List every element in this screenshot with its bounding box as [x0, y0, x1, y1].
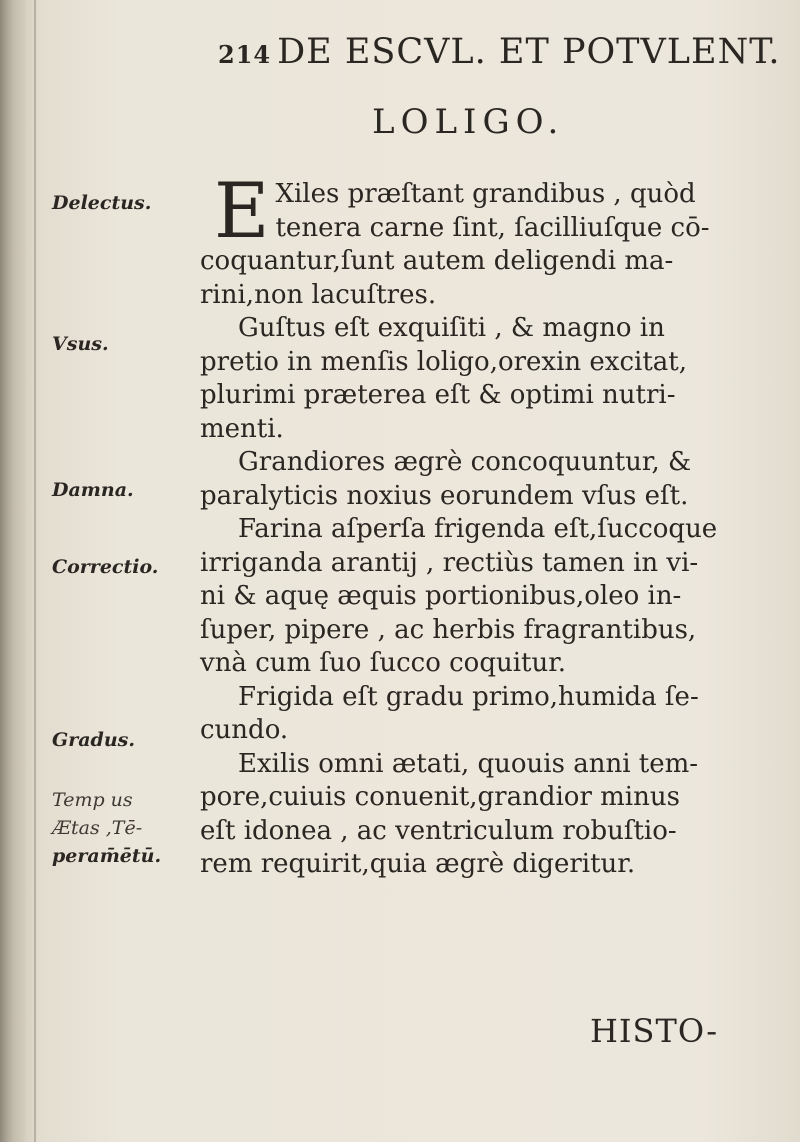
paragraph-gradus [200, 681, 745, 748]
text-line: cundo. [200, 715, 289, 745]
text-line: Guſtus eſt exquiſiti , & magno in [238, 313, 665, 343]
margin-note-tempus-3: peram̄ētū. [52, 845, 162, 867]
text-line: plurimi præterea eſt & optimi nutri- [200, 380, 676, 410]
text-line: irriganda arantij , rectiùs tamen in vi- [200, 547, 699, 578]
text-line: pore,cuiuis conuenit,grandior minus [200, 782, 680, 812]
text-line: Frigida eſt gradu primo,humida ſe- [238, 681, 699, 712]
drop-cap: E [214, 166, 270, 255]
catchword: HISTO- [590, 1012, 719, 1050]
text-line: coquantur,ſunt autem deligendi ma- [200, 246, 674, 276]
text-line: tenera carne ſint, ſacilliuſque cō- [275, 212, 710, 243]
section-title: LOLIGO. [372, 102, 565, 142]
running-header [218, 32, 781, 72]
page-number: 214 [218, 40, 272, 69]
text-line: Grandiores ægrè concoquuntur, & [238, 447, 692, 477]
text-line: rini,non lacuſtres. [200, 279, 437, 310]
text-line: menti. [200, 413, 284, 444]
margin-note-tempus-2: Ætas ,Tē- [52, 817, 143, 839]
running-title: DE ESCVL. ET POTVLENT. [277, 32, 781, 72]
text-line: ni & aquę æquis portionibus,oleo in- [200, 581, 682, 611]
body-text [200, 166, 745, 882]
text-line: paralyticis noxius eorundem vſus eſt. [200, 480, 689, 511]
margin-note-tempus-1: Temp us [52, 789, 133, 811]
margin-note-correctio: Correctio. [52, 556, 159, 578]
text-line: ſuper, pipere , ac herbis fragrantibus, [200, 614, 697, 645]
text-line: rem requirit,quia ægrè digeritur. [200, 849, 636, 879]
paragraph-vsus [200, 312, 745, 446]
paragraph-delectus [200, 166, 745, 312]
margin-note-damna: Damna. [52, 479, 134, 501]
text-line: Exilis omni ætati, quouis anni tem- [238, 748, 699, 779]
text-line: Xiles præſtant grandibus , quòd [275, 179, 696, 209]
text-line: vnà cum ſuo ſucco coquitur. [200, 648, 567, 678]
text-line: Farina aſperſa frigenda eſt,ſuccoque [238, 514, 718, 544]
margin-note-gradus: Gradus. [52, 729, 135, 751]
text-line: pretio in menſis loligo,orexin excitat, [200, 346, 688, 377]
book-binding [0, 0, 26, 1142]
paragraph-correctio [200, 513, 745, 681]
gutter-line [34, 0, 36, 1142]
paragraph-damna [200, 446, 745, 513]
paragraph-tempus [200, 748, 745, 882]
margin-note-vsus: Vsus. [52, 333, 109, 355]
text-line: eſt idonea , ac ventriculum robuſtio- [200, 815, 677, 846]
margin-note-delectus: Delectus. [52, 192, 152, 214]
